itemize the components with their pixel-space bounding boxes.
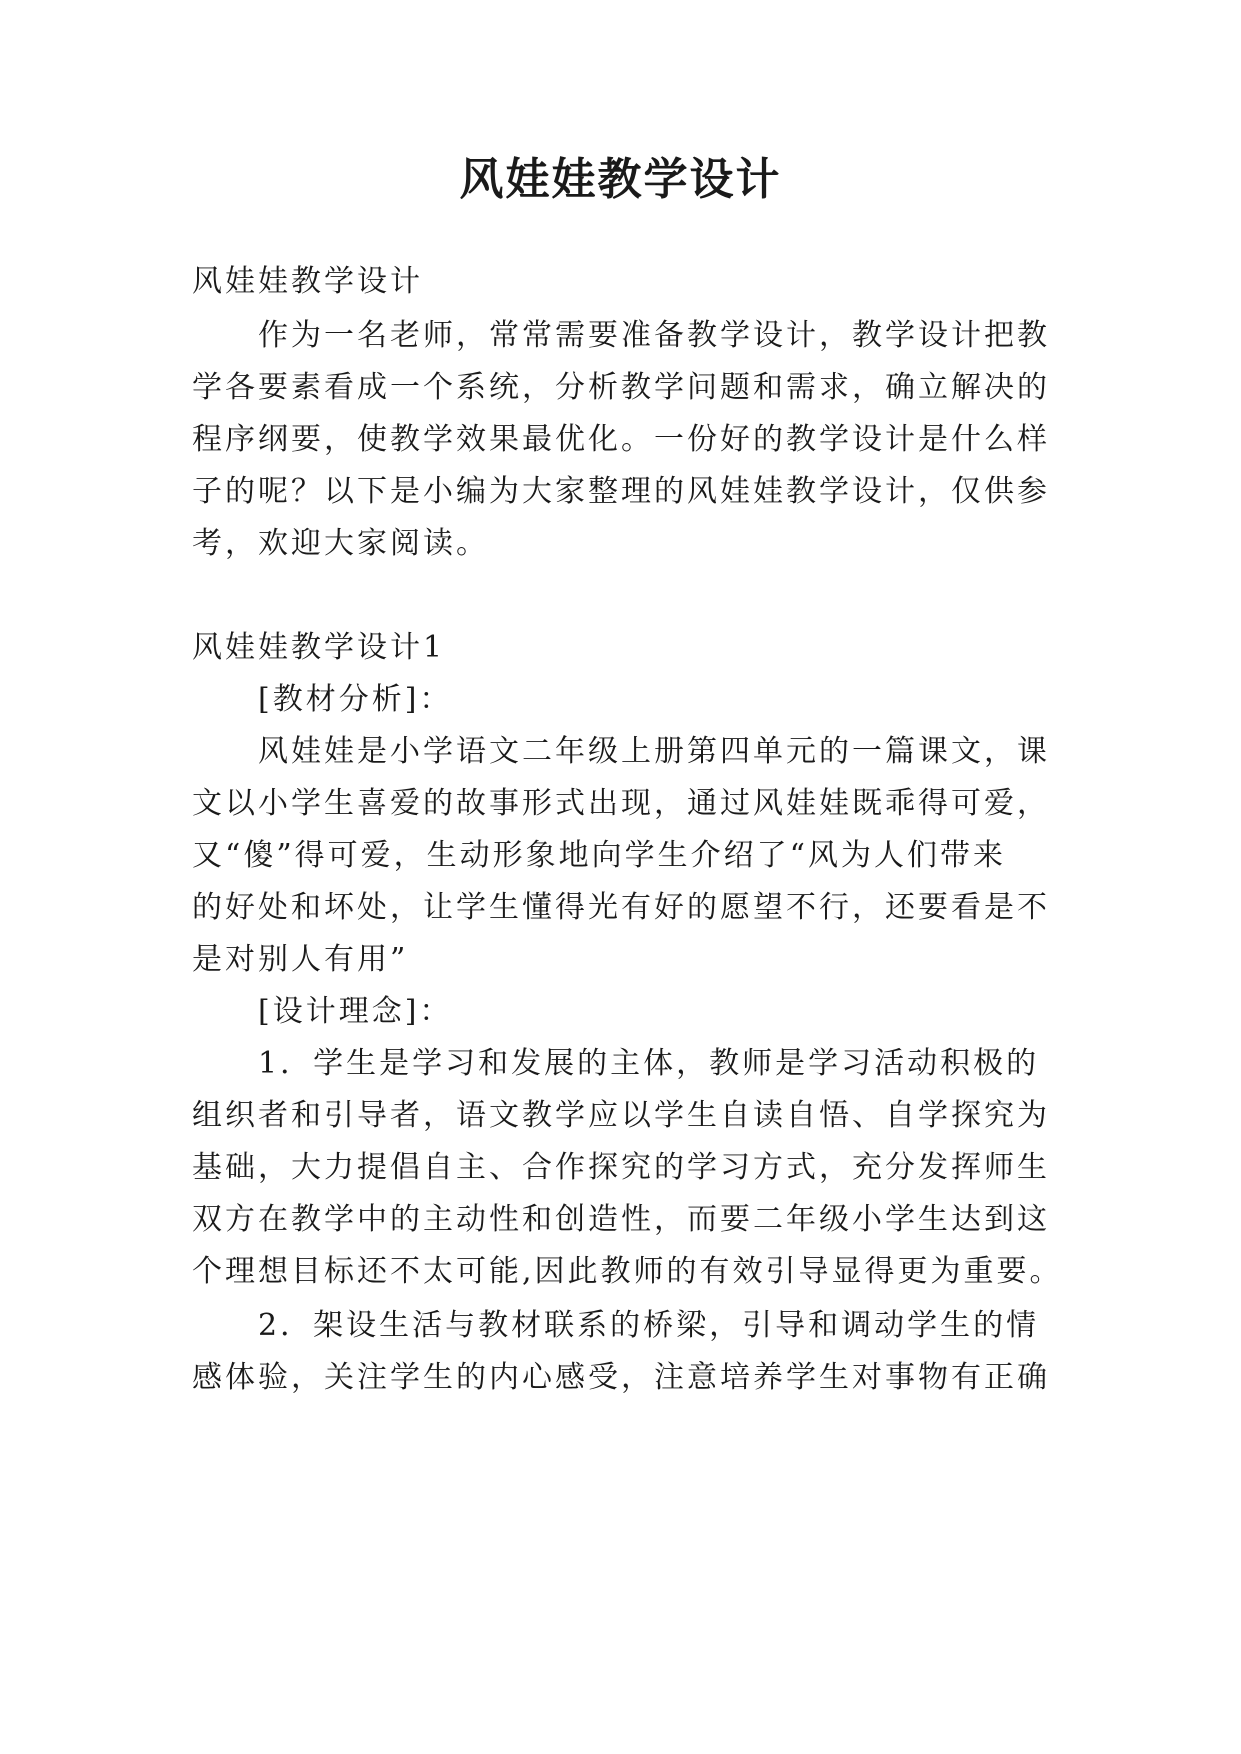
paragraph-line: 程序纲要，使教学效果最优化。一份好的教学设计是什么样 (192, 422, 1050, 457)
intro-heading: 风娃娃教学设计 (192, 264, 423, 299)
paragraph-line: 风娃娃是小学语文二年级上册第四单元的一篇课文，课 (258, 734, 1050, 769)
paragraph-line: 基础，大力提倡自主、合作探究的学习方式，充分发挥师生 (192, 1150, 1050, 1185)
paragraph-line: 个理想目标还不太可能,因此教师的有效引导显得更为重要。 (192, 1254, 1063, 1289)
paragraph-line: 的好处和坏处，让学生懂得光有好的愿望不行，还要看是不 (192, 890, 1050, 925)
document-title: 风娃娃教学设计 (459, 154, 782, 205)
paragraph-line: 双方在教学中的主动性和创造性，而要二年级小学生达到这 (192, 1202, 1050, 1237)
paragraph-line: 组织者和引导者，语文教学应以学生自读自悟、自学探究为 (192, 1098, 1050, 1133)
paragraph-line: 1．学生是学习和发展的主体，教师是学习活动积极的 (258, 1046, 1040, 1081)
subsection-label: [教材分析]： (258, 682, 453, 717)
subsection-label: [设计理念]： (258, 994, 453, 1029)
paragraph-line: 又“傻”得可爱，生动形象地向学生介绍了“风为人们带来 (192, 838, 1007, 873)
paragraph-line: 2．架设生活与教材联系的桥梁，引导和调动学生的情 (258, 1308, 1040, 1343)
paragraph-line: 学各要素看成一个系统，分析教学问题和需求，确立解决的 (192, 370, 1050, 405)
paragraph-line: 子的呢？以下是小编为大家整理的风娃娃教学设计，仅供参 (192, 474, 1050, 509)
paragraph-line: 作为一名老师，常常需要准备教学设计，教学设计把教 (258, 318, 1050, 353)
paragraph-line: 考，欢迎大家阅读。 (192, 526, 489, 561)
section-heading: 风娃娃教学设计1 (192, 630, 446, 665)
paragraph-line: 文以小学生喜爱的故事形式出现，通过风娃娃既乖得可爱， (192, 786, 1050, 821)
paragraph-line: 感体验，关注学生的内心感受，注意培养学生对事物有正确 (192, 1360, 1050, 1395)
paragraph-line: 是对别人有用” (192, 942, 409, 977)
